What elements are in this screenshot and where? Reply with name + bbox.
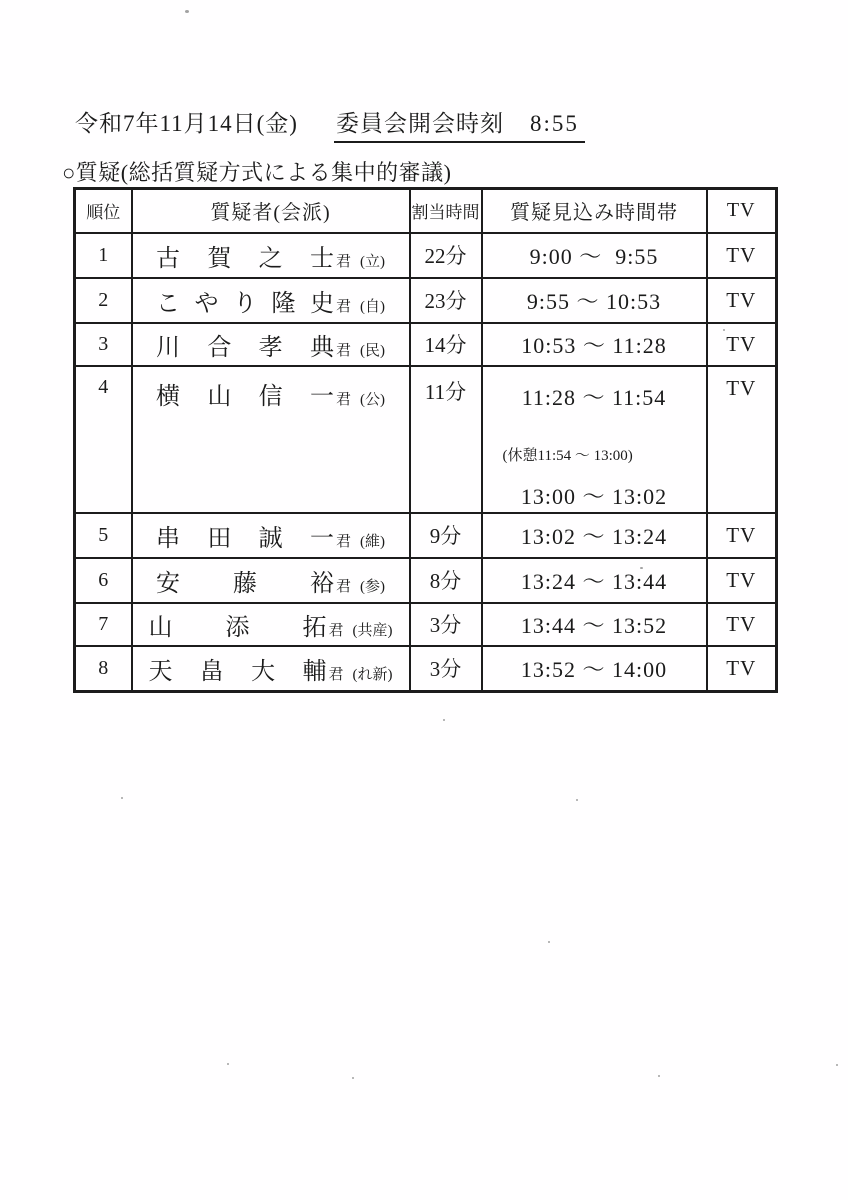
- tv-cell: TV: [707, 233, 777, 278]
- questioner-cell: [132, 233, 410, 278]
- allotted-minutes-cell: 23分: [410, 278, 482, 323]
- timeband-line1: 11:28 ～ 11:54: [521, 384, 667, 410]
- tv-cell: TV: [707, 603, 777, 646]
- header-allotted-time: 割当時間: [410, 189, 482, 233]
- header-expected-timeband: 質疑見込み時間帯: [482, 189, 707, 233]
- questioner-cell: [132, 278, 410, 323]
- allotted-minutes-cell: 3分: [410, 646, 482, 692]
- scan-speck: [836, 1064, 838, 1066]
- honorific: 君: [335, 253, 351, 270]
- honorific: 君: [335, 342, 351, 359]
- tv-cell: TV: [707, 513, 777, 558]
- questioner-name: 天 畠 大 輔: [148, 658, 327, 685]
- scan-speck: [227, 1063, 229, 1065]
- rank-cell: 6: [75, 558, 132, 603]
- faction: (れ新): [352, 666, 393, 683]
- section-title: ○質疑(総括質疑方式による集中的審議): [62, 160, 452, 185]
- honorific: 君: [335, 533, 351, 550]
- faction: (維): [360, 533, 385, 550]
- break-note: (休憩11:54 ～ 13:00): [502, 447, 633, 464]
- scan-speck: [576, 799, 578, 801]
- questioner-name: 串 田 誠 一: [155, 525, 334, 552]
- rank-cell: 8: [75, 646, 132, 692]
- tv-cell: TV: [707, 646, 777, 692]
- date-text: 令和7年11月14日(金): [75, 111, 298, 136]
- tv-cell: TV: [707, 558, 777, 603]
- table-row: [75, 558, 777, 603]
- rank-cell: 4: [75, 366, 132, 513]
- questioner-name: 安 藤 裕: [155, 570, 334, 597]
- faction: (立): [360, 253, 385, 270]
- tv-cell: TV: [707, 323, 777, 366]
- table-row: [75, 646, 777, 692]
- rank-cell: 7: [75, 603, 132, 646]
- questioner-name: 川 合 孝 典: [155, 334, 334, 361]
- allotted-minutes-cell: 11分: [410, 366, 482, 513]
- questioner-cell: [132, 646, 410, 692]
- header-tv: TV: [707, 189, 777, 233]
- faction: (公): [360, 391, 385, 408]
- questioner-name: 古 賀 之 士: [155, 245, 334, 272]
- questioner-cell: [132, 513, 410, 558]
- timeband-cell: 10:53 ～ 11:28: [482, 323, 707, 366]
- rank-cell: 2: [75, 278, 132, 323]
- table-row: [75, 323, 777, 366]
- honorific: 君: [335, 578, 351, 595]
- scan-speck: [185, 10, 189, 13]
- table-row: [75, 603, 777, 646]
- questioner-name: こ や り 隆 史: [155, 290, 334, 317]
- faction: (参): [360, 578, 385, 595]
- scan-speck: [352, 1077, 354, 1079]
- tv-cell: TV: [707, 366, 777, 513]
- table-row: [75, 513, 777, 558]
- honorific: 君: [335, 298, 351, 315]
- faction: (共産): [352, 622, 393, 639]
- allotted-minutes-cell: 9分: [410, 513, 482, 558]
- table-row: [75, 233, 777, 278]
- tv-cell: TV: [707, 278, 777, 323]
- timeband-line2: 13:00 ～ 13:02: [520, 483, 668, 509]
- date-line: [75, 105, 585, 143]
- honorific: 君: [335, 391, 351, 408]
- header-questioner: 質疑者(会派): [132, 189, 410, 233]
- table-row: [75, 278, 777, 323]
- timeband-cell: 13:02 ～ 13:24: [482, 513, 707, 558]
- scan-speck: [640, 567, 643, 569]
- allotted-minutes-cell: 3分: [410, 603, 482, 646]
- scan-speck: [548, 941, 550, 943]
- timeband-cell: [482, 366, 707, 513]
- allotted-minutes-cell: 8分: [410, 558, 482, 603]
- questioner-cell: [132, 558, 410, 603]
- faction: (民): [360, 342, 385, 359]
- scan-speck: [658, 1075, 660, 1077]
- allotted-minutes-cell: 14分: [410, 323, 482, 366]
- rank-cell: 5: [75, 513, 132, 558]
- rank-cell: 3: [75, 323, 132, 366]
- question-schedule-table: [73, 187, 778, 693]
- header-rank: 順位: [75, 189, 132, 233]
- timeband-cell: 9:00 ～ 9:55: [482, 233, 707, 278]
- timeband-cell: 9:55 ～ 10:53: [482, 278, 707, 323]
- faction: (自): [360, 298, 385, 315]
- opening-time-value: 8:55: [529, 111, 579, 136]
- questioner-name: 山 添 拓: [148, 614, 327, 641]
- questioner-name: 横 山 信 一: [155, 383, 334, 410]
- timeband-cell: 13:52 ～ 14:00: [482, 646, 707, 692]
- opening-time-underlined: [334, 105, 585, 143]
- scan-speck: [723, 329, 725, 331]
- table-row-with-break: [75, 366, 777, 513]
- rank-cell: 1: [75, 233, 132, 278]
- opening-time-label: 委員会開会時刻: [335, 111, 504, 136]
- scan-speck: [121, 797, 123, 799]
- allotted-minutes-cell: 22分: [410, 233, 482, 278]
- table-header-row: [75, 189, 777, 233]
- timeband-cell: 13:44 ～ 13:52: [482, 603, 707, 646]
- honorific: 君: [328, 666, 344, 683]
- scan-speck: [443, 719, 445, 721]
- timeband-cell: 13:24 ～ 13:44: [482, 558, 707, 603]
- honorific: 君: [328, 622, 344, 639]
- questioner-cell: [132, 323, 410, 366]
- questioner-cell: [132, 366, 410, 513]
- questioner-cell: [132, 603, 410, 646]
